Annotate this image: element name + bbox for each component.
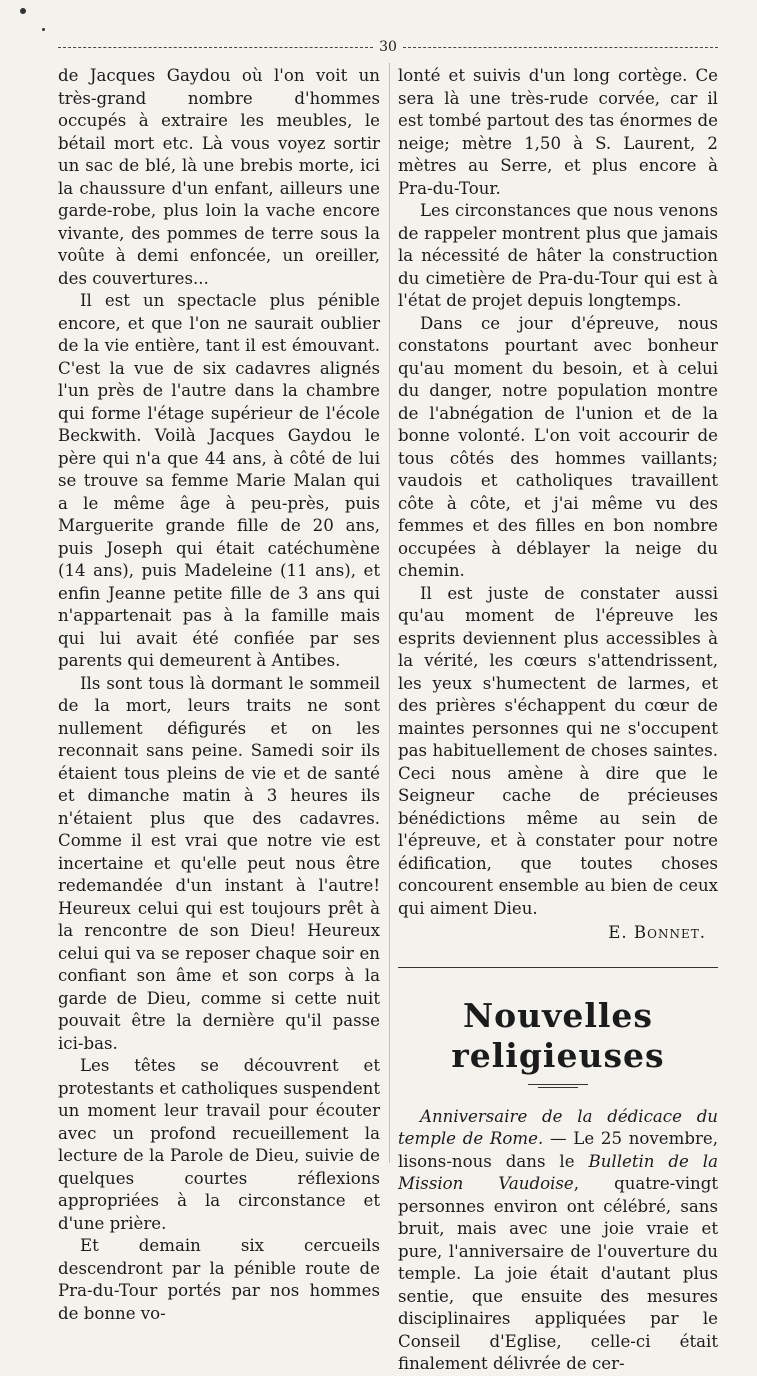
- paragraph: Les têtes se découvrent et protestants et catholiques suspendent un moment leur travail pour écouter avec un profond recueillement la lecture de la Parole de Dieu, suivie de quelques courtes réflexions appropriées à la circonstance et d'une prière.: [58, 1056, 380, 1233]
- right-column: [398, 65, 718, 1376]
- paragraph: lonté et suivis d'un long cortège. Ce sera là une très-rude corvée, car il est tombé partout des tas énormes de neige; mètre 1,50 à S. Laurent, 2 mètres au Serre, et plus encore à Pra-du-Tour.: [398, 66, 718, 198]
- article-body: , quatre-vingt personnes environ ont célébré, sans bruit, mais avec une joie vraie et pure, l'anniversaire de l'ouverture du temple. La joie était d'autant plus sentie, que ensuite des mesures disciplinaires appliquées par le Conseil d'Eglise, celle-ci était finalement délivrée de cer-: [398, 1174, 718, 1373]
- header-rule-left: [58, 47, 373, 48]
- paragraph: Ils sont tous là dormant le sommeil de la mort, leurs traits ne sont nullement défigurés et on les reconnait sans peine. Samedi soir ils étaient tous pleins de vie et de santé et dimanche matin à 3 heures ils n'étaient plus que des cadavres. Comme il est vrai que notre vie est incertaine et qu'elle peut nous être redemandée d'un instant à l'autre! Heureux celui qui est toujours prêt à la rencontre de son Dieu! Heureux celui qui va se reposer chaque soir en confiant son âme et son corps à la garde de Dieu, comme si cette nuit pouvait être la dernière qu'il passe ici-bas.: [58, 673, 380, 1053]
- title-ornament: [528, 1084, 588, 1088]
- paragraph: Dans ce jour d'épreuve, nous constatons pourtant avec bonheur qu'au moment du besoin, et à celui du danger, notre population montre de l'abnégation de l'union et de la bonne volonté. L'on voit accourir de tous côtés des hommes vaillants; vaudois et catholiques travaillent côte à côte, et j'ai même vu des femmes et des filles en bon nombre occupées à déblayer la neige du chemin.: [398, 313, 718, 580]
- paragraph: Il est juste de constater aussi qu'au moment de l'épreuve les esprits deviennent plus accessibles à la vérité, les cœurs s'attendrissent, les yeux s'humectent de larmes, et des prières s'échappent du cœur de maintes personnes qui ne s'occupent pas habituellement de choses saintes. Ceci nous amène à dire que le Seigneur cache de précieuses bénédictions même au sein de l'épreuve, et à constater pour notre édification, que toutes choses concourent ensemble au bien de ceux qui aiment Dieu.: [398, 583, 718, 918]
- paragraph: Et demain six cercueils descendront par la pénible route de Pra-du-Tour portés par nos hommes de bonne vo-: [58, 1236, 380, 1323]
- left-column: [58, 65, 380, 1325]
- section-separator: [398, 967, 718, 968]
- article-source: Bulletin de la Mission Vaudoise: [398, 1151, 719, 1193]
- header-rule-right: [403, 47, 718, 48]
- page-header: [58, 40, 718, 54]
- print-speck: [42, 28, 45, 31]
- article-intro: — Le 25 novembre, lisons-nous dans le: [398, 1129, 718, 1171]
- article-paragraph: [398, 1106, 718, 1376]
- column-divider: [389, 63, 390, 1163]
- section-title: Nouvelles religieuses: [451, 995, 665, 1075]
- author-signature: E. Bonnet.: [608, 923, 706, 942]
- print-speck: [20, 8, 26, 14]
- article-heading: Anniversaire de la dédicace du temple de Rome.: [398, 1106, 718, 1148]
- paragraph: Il est un spectacle plus pénible encore, et que l'on ne saurait oublier de la vie entière, tant il est émouvant. C'est la vue de six cadavres alignés l'un près de l'autre dans la chambre qui forme l'étage supérieur de l'école Beckwith. Voilà Jacques Gaydou le père qui n'a que 44 ans, à côté de lui se trouve sa femme Marie Malan qui a le même âge à peu-près, puis Marguerite grande fille de 20 ans, puis Joseph qui était catéchumène (14 ans), puis Madeleine (11 ans), et enfin Jeanne petite fille de 3 ans qui n'appartenait pas à la famille mais qui lui avait été confiée par ses parents qui demeurent à Antibes.: [58, 291, 380, 670]
- paragraph: Les circonstances que nous venons de rappeler montrent plus que jamais la nécessité de hâter la construction du cimetière de Pra-du-Tour qui est à l'état de projet depuis longtemps.: [398, 201, 718, 310]
- page-number: 30: [379, 39, 397, 55]
- paragraph: de Jacques Gaydou où l'on voit un très-grand nombre d'hommes occupés à extraire les meubles, le bétail mort etc. Là vous voyez sortir un sac de blé, là une brebis morte, ici la chaussure d'un enfant, ailleurs une garde-robe, plus loin la vache encore vivante, des pommes de terre sous la voûte à demi enfoncée, un oreiller, des couvertures...: [58, 66, 380, 288]
